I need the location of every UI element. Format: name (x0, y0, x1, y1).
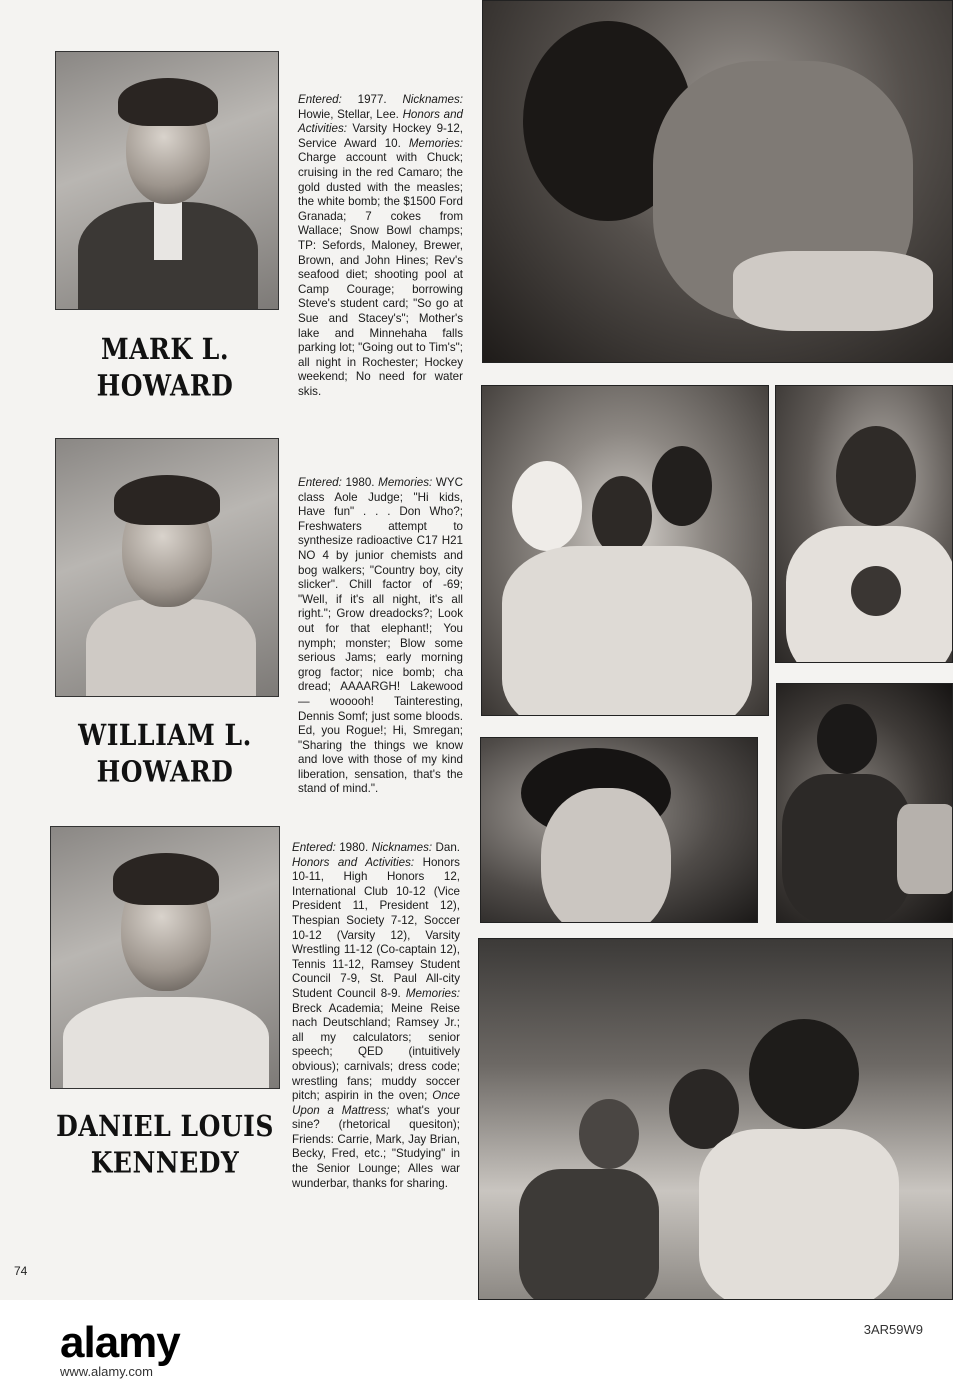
candid-photo-classroom (478, 938, 953, 1300)
name-line-1: WILLIAM L. (78, 718, 252, 752)
candid-photo-writing (482, 0, 953, 363)
bio-text: Honors 10-11, High Honors 12, International Club 10-12 (Vice President 11, President 12), Thespian Society 7-12, Soccer 10-12 (Varsity 12), Varsity Wrestling 11-12 (Co-captain 12), Tennis 11-12, Ramsey Student Council 7-9, St. Paul All-city Student Council 8-9. (292, 855, 460, 1000)
candid-photo-closeup (480, 737, 758, 923)
bio-text: 1977. (341, 93, 403, 106)
brand-logo: alamy (60, 1318, 180, 1367)
student-bio-william-howard (298, 476, 463, 797)
portrait-william-howard (55, 438, 279, 697)
bio-heading: Nicknames: (402, 93, 463, 106)
name-line-2: HOWARD (96, 755, 234, 789)
bio-heading: Memories: (405, 986, 460, 1000)
name-line-1: DANIEL LOUIS (56, 1109, 274, 1143)
bio-heading: Entered: (292, 841, 336, 854)
student-bio-mark-howard (298, 93, 463, 399)
candid-photo-sitting (776, 683, 953, 923)
bio-text: Dan. (432, 841, 460, 854)
bio-text: Howie, Stellar, Lee. (298, 107, 403, 121)
bio-heading: Once Upon a Mattress; (292, 1089, 460, 1117)
bio-heading: Entered: (298, 93, 342, 106)
brand-url: www.alamy.com (60, 1364, 153, 1379)
bio-text: WYC class Aole Judge; "Hi kids, Have fun" . . . Don Who?; Freshwaters attempt to synthesize radioactive C17 H21 NO 4 by junior chemists and bog walkers; "Country boy, city slicker". Chill factor of -69; "Well, if it's all night, it's all right."; Grow dreadocks?; Look out for that elephant!; You nymph; monster; Blow some serious Jams; early morning grog factor; nice bomb; cha dread; AAAARGH! Lakewood — wooooh! Tainteresting, Dennis Somf; just some bloods. Ed, you Rogue!; Hi, Smregan; "Sharing the things we know and love with those of my kind liberation, sensation, that's the stand of mind.". (298, 476, 463, 796)
bio-heading: Entered: (298, 476, 342, 489)
portrait-daniel-kennedy (50, 826, 280, 1089)
bio-heading: Memories: (378, 476, 433, 489)
candid-photo-tshirt (775, 385, 953, 663)
student-bio-daniel-kennedy (292, 841, 460, 1191)
student-name-mark-howard (45, 331, 285, 405)
bio-text: what's your sine? (rhetorical quesiton); Friends: Carrie, Mark, Jay Brian, Becky, Fred, etc.; "Studying" in the Senior Lounge; Alles war wunderbar, thanks for sharing. (292, 1103, 460, 1190)
bio-text: 1980. (341, 476, 379, 489)
bio-text: Varsity Hockey 9-12, Service Award 10. (298, 122, 463, 150)
bio-text: Breck Academia; Meine Reise nach Deutschland; Ramsey Jr.; all my calculators; senior speech; QED (intuitively obvious); carnivals; dress code; wrestling fans; muddy soccer pitch; aspirin in the oven; (292, 1001, 460, 1103)
stock-image-id: 3AR59W9 (863, 1322, 923, 1337)
bio-heading: Nicknames: (371, 841, 433, 854)
name-line-1: MARK L. (100, 332, 230, 366)
student-name-daniel-kennedy (40, 1108, 290, 1182)
page-number: 74 (14, 1264, 28, 1278)
bio-heading: Honors and Activities: (298, 107, 463, 136)
candid-photo-group-three (481, 385, 769, 716)
student-name-william-howard (45, 717, 285, 791)
portrait-mark-howard (55, 51, 279, 310)
bio-heading: Memories: (408, 136, 463, 150)
bio-text: 1980. (335, 841, 372, 854)
bio-text: Charge account with Chuck; cruising in the red Camaro; the gold dusted with the measles; the white bomb; the $1500 Ford Granada; 7 cokes from Wallace; Snow Bowl champs; TP: Sefords, Maloney, Brewer, Brown, and John Hines; Rev's seafood diet; shooting pool at Camp Courage; borrowing Steve's student card; "So go at Sue and Stacey's"; Mother's lake and Minnehaha falls parking lot; "Going out to Tim's"; all night in Rochester; Hockey weekend; No need for water skis. (298, 151, 463, 398)
name-line-2: HOWARD (96, 369, 234, 403)
bio-heading: Honors and Activities: (292, 855, 415, 869)
name-line-2: KENNEDY (90, 1146, 240, 1180)
